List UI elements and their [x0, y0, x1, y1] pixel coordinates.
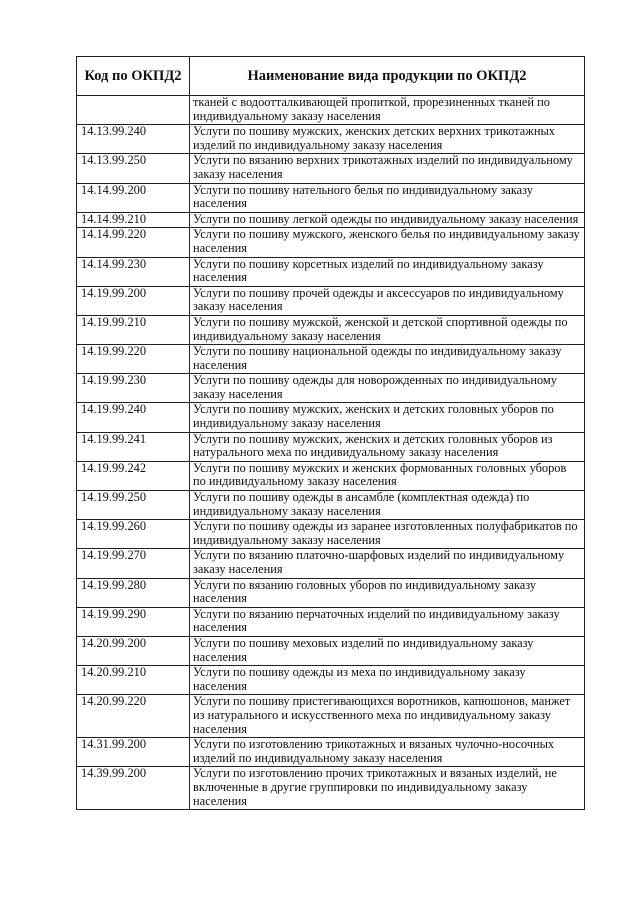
row-name: Услуги по вязанию перчаточных изделий по индивидуальному заказу населения [190, 607, 585, 636]
header-name: Наименование вида продукции по ОКПД2 [190, 57, 585, 96]
row-name: Услуги по пошиву одежды в ансамбле (комплектная одежда) по индивидуальному заказу населения [190, 491, 585, 520]
table-row [77, 125, 585, 154]
row-name: Услуги по вязанию платочно-шарфовых изделий по индивидуальному заказу населения [190, 549, 585, 578]
row-code: 14.19.99.250 [77, 491, 190, 520]
row-name: Услуги по изготовлению трикотажных и вязаных чулочно-носочных изделий по индивидуальному заказу населения [190, 738, 585, 767]
row-code: 14.19.99.270 [77, 549, 190, 578]
row-code: 14.14.99.220 [77, 228, 190, 257]
row-name: Услуги по вязанию верхних трикотажных изделий по индивидуальному заказу населения [190, 154, 585, 183]
table-row [77, 96, 585, 125]
row-code: 14.31.99.200 [77, 738, 190, 767]
table-row [77, 607, 585, 636]
row-name: Услуги по пошиву нательного белья по индивидуальному заказу населения [190, 183, 585, 212]
row-code: 14.19.99.290 [77, 607, 190, 636]
table-row [77, 636, 585, 665]
row-name: Услуги по пошиву прочей одежды и аксессуаров по индивидуальному заказу населения [190, 286, 585, 315]
row-code: 14.20.99.220 [77, 695, 190, 738]
row-name: Услуги по пошиву одежды для новорожденных по индивидуальному заказу населения [190, 374, 585, 403]
table-row [77, 666, 585, 695]
table-row [77, 183, 585, 212]
row-name: Услуги по пошиву национальной одежды по индивидуальному заказу населения [190, 345, 585, 374]
row-name: тканей с водоотталкивающей пропиткой, прорезиненных тканей по индивидуальному заказу населения [190, 96, 585, 125]
row-code: 14.19.99.240 [77, 403, 190, 432]
row-code: 14.19.99.200 [77, 286, 190, 315]
document-page [76, 56, 584, 810]
table-row [77, 315, 585, 344]
table-body [77, 96, 585, 810]
row-code: 14.20.99.200 [77, 636, 190, 665]
table-row [77, 461, 585, 490]
row-name: Услуги по изготовлению прочих трикотажных и вязаных изделий, не включенные в другие группировки по индивидуальному заказу населения [190, 767, 585, 810]
okpd2-table [76, 56, 585, 810]
table-row [77, 374, 585, 403]
table-row [77, 695, 585, 738]
row-code: 14.19.99.220 [77, 345, 190, 374]
row-name: Услуги по вязанию головных уборов по индивидуальному заказу населения [190, 578, 585, 607]
row-name: Услуги по пошиву пристегивающихся воротников, капюшонов, манжет из натурального и искусственного меха по индивидуальному заказу населения [190, 695, 585, 738]
row-code [77, 96, 190, 125]
table-row [77, 228, 585, 257]
row-code: 14.19.99.280 [77, 578, 190, 607]
table-row [77, 491, 585, 520]
table-row [77, 767, 585, 810]
row-code: 14.14.99.210 [77, 212, 190, 228]
header-code: Код по ОКПД2 [77, 57, 190, 96]
row-code: 14.13.99.240 [77, 125, 190, 154]
row-code: 14.14.99.200 [77, 183, 190, 212]
row-name: Услуги по пошиву одежды из заранее изготовленных полуфабрикатов по индивидуальному заказу населения [190, 520, 585, 549]
row-code: 14.19.99.260 [77, 520, 190, 549]
row-name: Услуги по пошиву мужских и женских формованных головных уборов по индивидуальному заказу населения [190, 461, 585, 490]
table-row [77, 403, 585, 432]
row-code: 14.14.99.230 [77, 257, 190, 286]
table-row [77, 549, 585, 578]
row-name: Услуги по пошиву корсетных изделий по индивидуальному заказу населения [190, 257, 585, 286]
table-row [77, 520, 585, 549]
table-row [77, 154, 585, 183]
row-name: Услуги по пошиву одежды из меха по индивидуальному заказу населения [190, 666, 585, 695]
table-row [77, 578, 585, 607]
row-name: Услуги по пошиву мужских, женских детских верхних трикотажных изделий по индивидуальному заказу населения [190, 125, 585, 154]
row-code: 14.19.99.230 [77, 374, 190, 403]
row-name: Услуги по пошиву мужской, женской и детской спортивной одежды по индивидуальному заказу населения [190, 315, 585, 344]
row-name: Услуги по пошиву мужского, женского белья по индивидуальному заказу населения [190, 228, 585, 257]
table-header-row [77, 57, 585, 96]
table-row [77, 345, 585, 374]
row-code: 14.19.99.241 [77, 432, 190, 461]
row-name: Услуги по пошиву мужских, женских и детских головных уборов по индивидуальному заказу населения [190, 403, 585, 432]
row-code: 14.39.99.200 [77, 767, 190, 810]
table-row [77, 286, 585, 315]
row-name: Услуги по пошиву меховых изделий по индивидуальному заказу населения [190, 636, 585, 665]
table-row [77, 257, 585, 286]
table-row [77, 738, 585, 767]
row-code: 14.13.99.250 [77, 154, 190, 183]
row-name: Услуги по пошиву мужских, женских и детских головных уборов из натурального меха по индивидуальному заказу населения [190, 432, 585, 461]
table-row [77, 212, 585, 228]
row-code: 14.20.99.210 [77, 666, 190, 695]
row-name: Услуги по пошиву легкой одежды по индивидуальному заказу населения [190, 212, 585, 228]
table-row [77, 432, 585, 461]
row-code: 14.19.99.242 [77, 461, 190, 490]
row-code: 14.19.99.210 [77, 315, 190, 344]
